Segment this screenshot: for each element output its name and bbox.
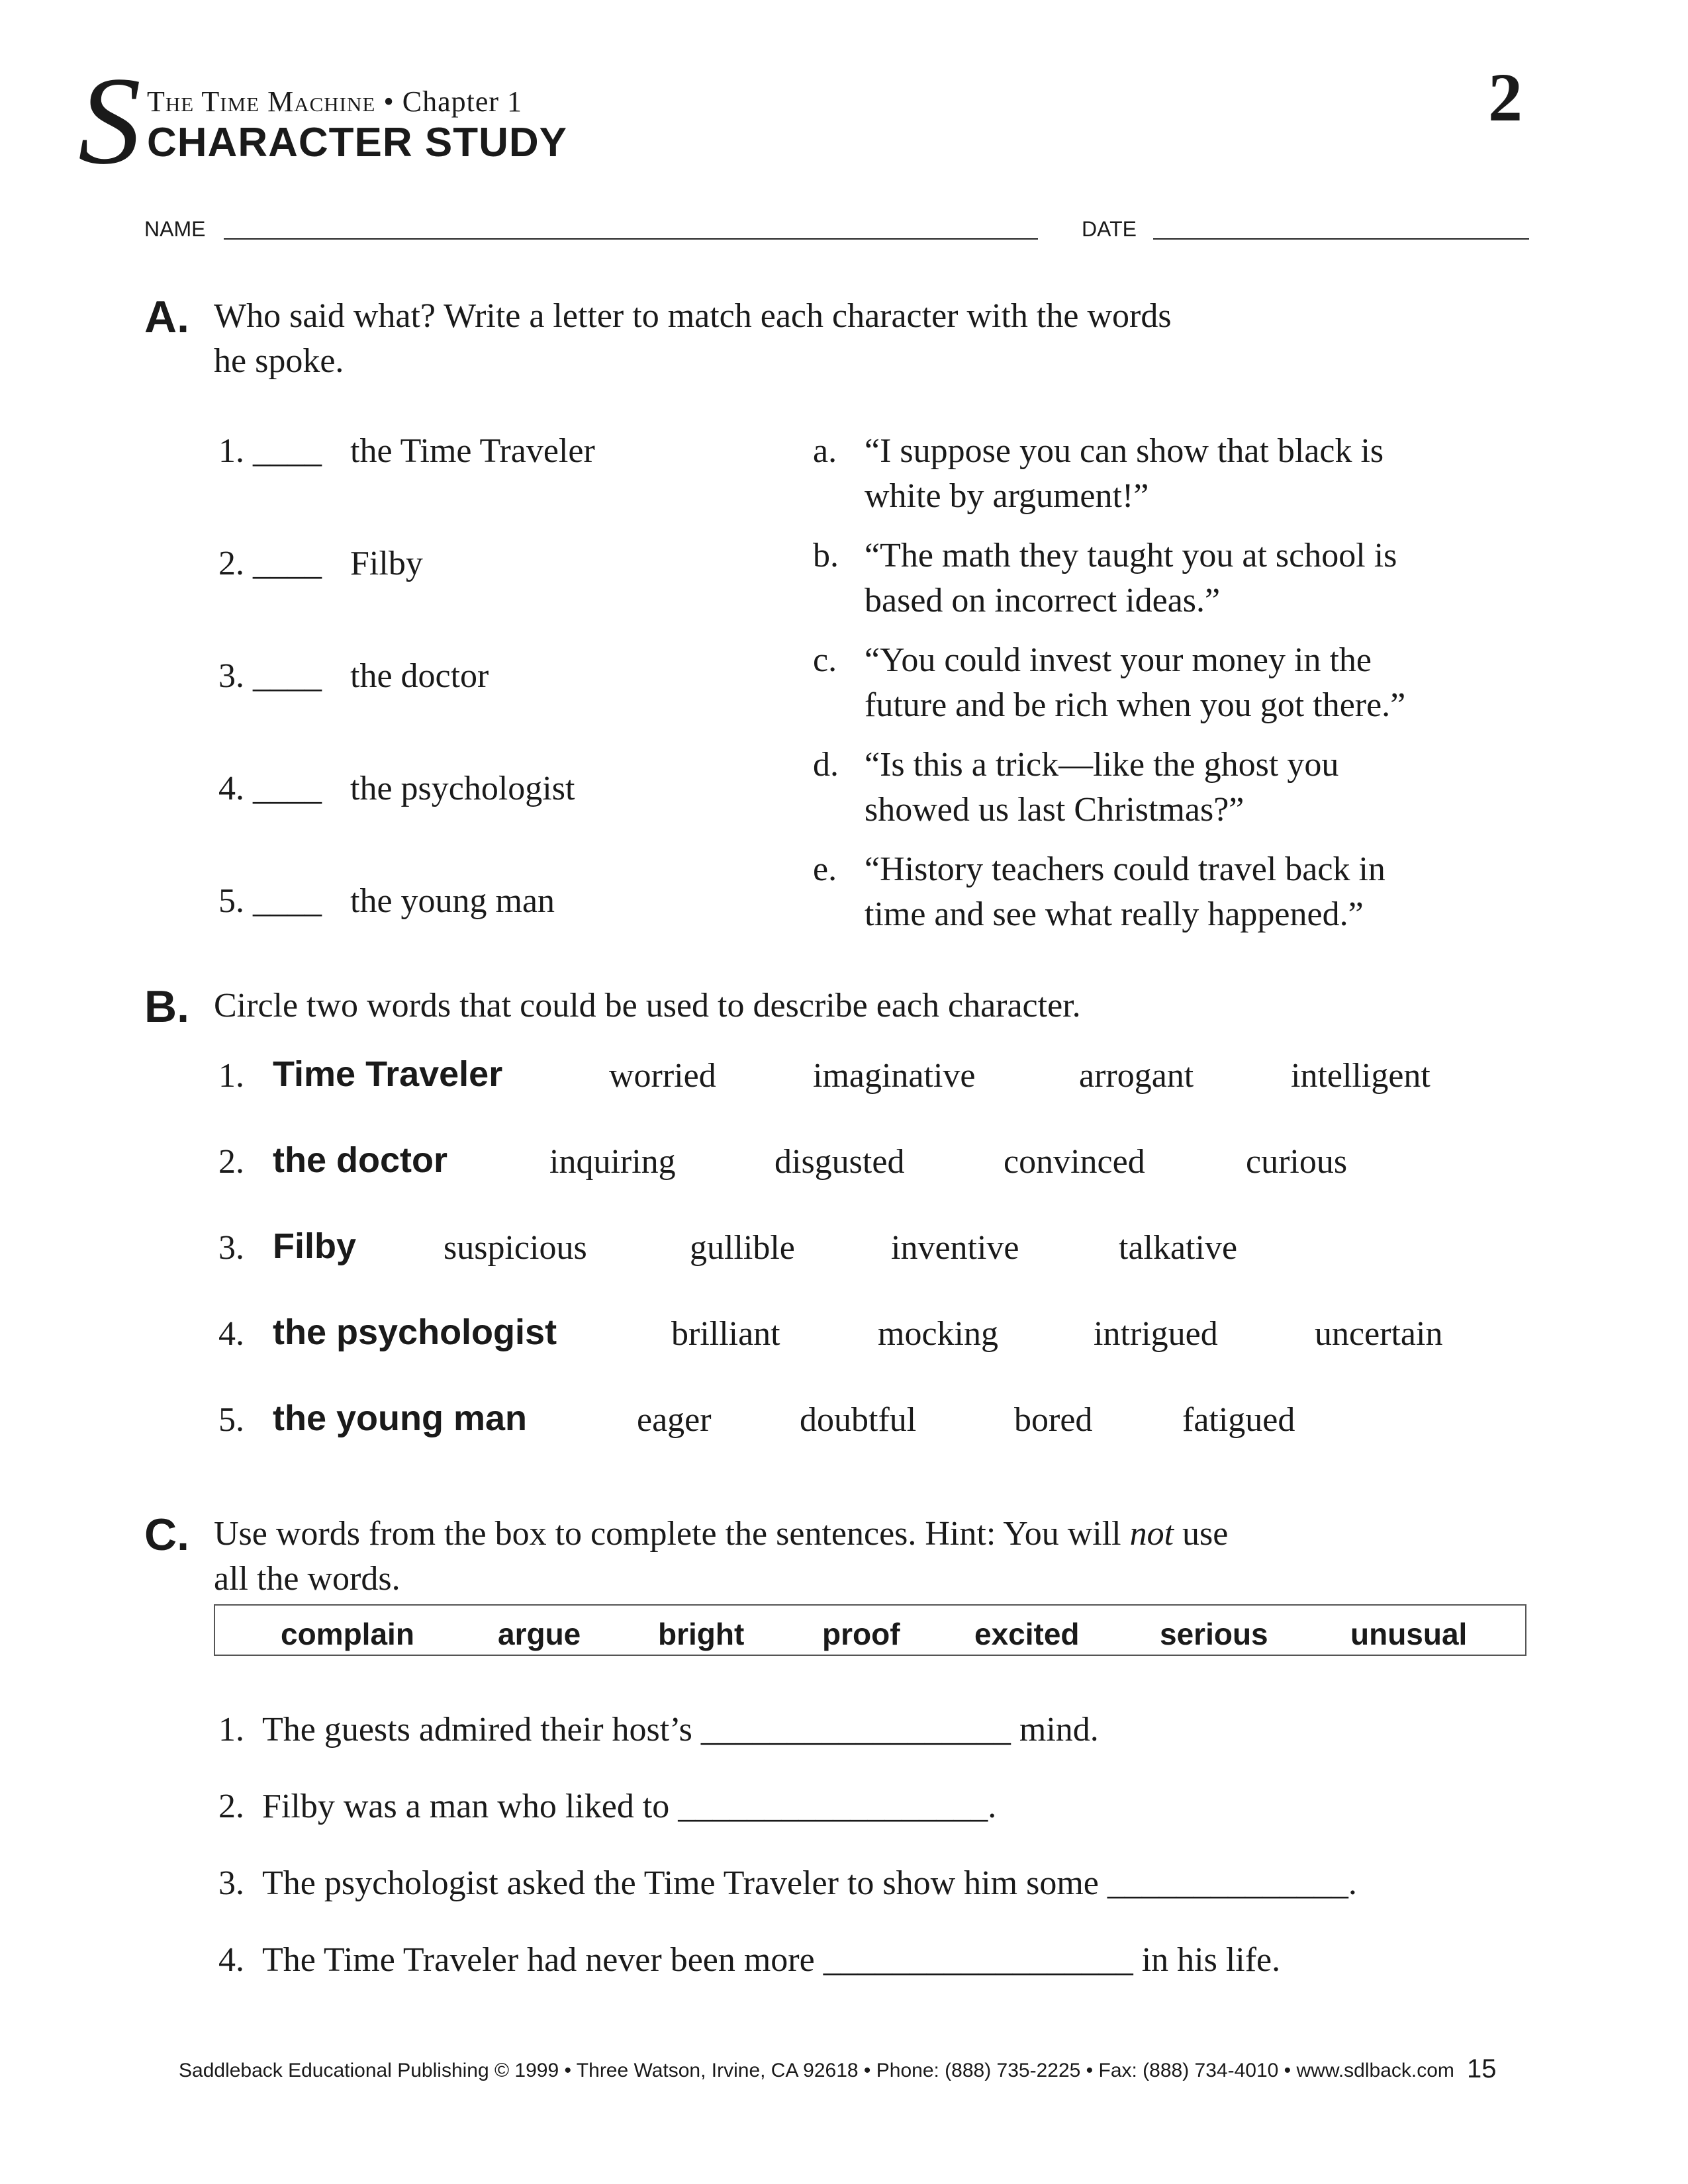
sentence-text: . xyxy=(988,1788,997,1825)
adjective-option[interactable]: inventive xyxy=(891,1229,1019,1267)
character-number: 2. xyxy=(218,545,244,582)
sentence-item xyxy=(218,1784,996,1829)
adjective-option[interactable]: disgusted xyxy=(774,1143,905,1181)
quote-line: “Is this a trick—like the ghost you xyxy=(865,746,1339,784)
word-box-word: bright xyxy=(658,1617,745,1651)
sentence-text: Filby was a man who liked to xyxy=(262,1788,670,1825)
sentence-text: The psychologist asked the Time Traveler to show him some xyxy=(262,1864,1099,1902)
description-row-number: 1. xyxy=(218,1057,244,1095)
quote-letter: e. xyxy=(813,850,837,888)
adjective-option[interactable]: doubtful xyxy=(800,1401,917,1439)
description-row-character: the psychologist xyxy=(273,1312,557,1352)
word-box-word: complain xyxy=(281,1617,414,1651)
svg-text:S: S xyxy=(78,64,141,176)
publisher-footer: Saddleback Educational Publishing © 1999 • Three Watson, Irvine, CA 92618 • Phone: (888) 735-2225 • Fax: (888) 734-4010 • www.sdlback.com xyxy=(179,2060,1454,2081)
section-b-letter: B. xyxy=(144,981,189,1032)
instruction-text: Use words from the box to complete the sentences. Hint: You will xyxy=(214,1515,1121,1553)
description-row-number: 4. xyxy=(218,1315,244,1353)
adjective-option[interactable]: gullible xyxy=(690,1229,795,1267)
description-row-character: the young man xyxy=(273,1398,528,1438)
instruction-text: use xyxy=(1182,1515,1229,1553)
quote-line: “You could invest your money in the xyxy=(865,641,1372,679)
answer-blank[interactable]: ____ xyxy=(253,545,322,582)
character-number: 3. xyxy=(218,657,244,695)
adjective-option[interactable]: suspicious xyxy=(444,1229,587,1267)
word-box-word: excited xyxy=(974,1617,1080,1651)
quote-line: time and see what really happened.” xyxy=(865,895,1364,933)
worksheet-title: CHARACTER STUDY xyxy=(147,120,567,165)
description-row-character: Time Traveler xyxy=(273,1054,503,1094)
chapter-label: Chapter 1 xyxy=(402,85,523,118)
quote-letter: a. xyxy=(813,432,837,470)
answer-blank[interactable]: ____ xyxy=(253,882,322,920)
description-row-character: the doctor xyxy=(273,1140,447,1180)
date-field[interactable] xyxy=(1153,238,1529,240)
adjective-option[interactable]: intrigued xyxy=(1094,1315,1218,1353)
word-box-word: proof xyxy=(822,1617,900,1651)
quote-letter: d. xyxy=(813,746,839,784)
adjective-option[interactable]: convinced xyxy=(1004,1143,1145,1181)
sentence-item xyxy=(218,1707,1099,1752)
answer-blank[interactable]: ____ xyxy=(253,432,322,470)
adjective-option[interactable]: bored xyxy=(1014,1401,1093,1439)
quote-line: “The math they taught you at school is xyxy=(865,537,1397,574)
description-row-number: 5. xyxy=(218,1401,244,1439)
adjective-option[interactable]: mocking xyxy=(878,1315,998,1353)
word-box-word: serious xyxy=(1160,1617,1268,1651)
adjective-option[interactable]: eager xyxy=(637,1401,712,1439)
sentence-blank[interactable]: __________________ xyxy=(700,1711,1011,1749)
adjective-option[interactable]: uncertain xyxy=(1315,1315,1443,1353)
character-name: Filby xyxy=(350,545,423,582)
section-a-instruction-1: Who said what? Write a letter to match each character with the words xyxy=(214,297,1172,335)
sentence-blank[interactable]: __________________ xyxy=(678,1788,988,1825)
adjective-option[interactable]: brilliant xyxy=(671,1315,780,1353)
character-name: the doctor xyxy=(350,657,489,695)
series-logo-s xyxy=(78,64,151,176)
sentence-blank[interactable]: ______________ xyxy=(1107,1864,1348,1902)
sentence-number: 2. xyxy=(218,1788,244,1825)
adjective-option[interactable]: intelligent xyxy=(1291,1057,1430,1095)
quote-letter: c. xyxy=(813,641,837,679)
character-name: the psychologist xyxy=(350,770,575,807)
sentence-text: The Time Traveler had never been more xyxy=(262,1941,815,1979)
sentence-number: 1. xyxy=(218,1711,244,1749)
character-number: 4. xyxy=(218,770,244,807)
quote-line: future and be rich when you got there.” xyxy=(865,686,1406,724)
description-row-number: 2. xyxy=(218,1143,244,1181)
date-label: DATE xyxy=(1082,217,1137,241)
section-c-instruction-1 xyxy=(214,1512,1228,1557)
book-title: The Time Machine xyxy=(147,85,376,118)
sentence-text: in his life. xyxy=(1141,1941,1281,1979)
character-number: 5. xyxy=(218,882,244,920)
adjective-option[interactable]: talkative xyxy=(1119,1229,1238,1267)
sentence-text: The guests admired their host’s xyxy=(262,1711,692,1749)
name-field[interactable] xyxy=(224,238,1038,240)
series-title xyxy=(147,85,522,118)
answer-blank[interactable]: ____ xyxy=(253,770,322,807)
sentence-text: . xyxy=(1348,1864,1357,1902)
character-name: the young man xyxy=(350,882,555,920)
adjective-option[interactable]: fatigued xyxy=(1182,1401,1295,1439)
instruction-emphasis: not xyxy=(1129,1515,1174,1553)
answer-blank[interactable]: ____ xyxy=(253,657,322,695)
section-c-letter: C. xyxy=(144,1510,189,1560)
word-box-word: unusual xyxy=(1350,1617,1468,1651)
sentence-item xyxy=(218,1861,1357,1906)
section-c-instruction-2: all the words. xyxy=(214,1560,400,1598)
description-row-character: Filby xyxy=(273,1226,357,1266)
page-number: 15 xyxy=(1467,2054,1497,2083)
quote-letter: b. xyxy=(813,537,839,574)
character-item xyxy=(218,879,555,924)
description-row-number: 3. xyxy=(218,1229,244,1267)
quote-line: “History teachers could travel back in xyxy=(865,850,1385,888)
quote-line: showed us last Christmas?” xyxy=(865,791,1244,829)
word-box-word: argue xyxy=(498,1617,581,1651)
name-label: NAME xyxy=(144,217,206,241)
character-item xyxy=(218,654,489,699)
character-number: 1. xyxy=(218,432,244,470)
section-a-instruction-2: he spoke. xyxy=(214,342,344,380)
adjective-option[interactable]: inquiring xyxy=(549,1143,676,1181)
adjective-option[interactable]: curious xyxy=(1246,1143,1348,1181)
character-name: the Time Traveler xyxy=(350,432,595,470)
quote-line: white by argument!” xyxy=(865,477,1149,515)
worksheet-number: 2 xyxy=(1488,60,1523,136)
character-item xyxy=(218,541,423,586)
title-bullet: • xyxy=(383,85,395,118)
sentence-number: 4. xyxy=(218,1941,244,1979)
quote-line: based on incorrect ideas.” xyxy=(865,582,1221,619)
adjective-option[interactable]: worried xyxy=(609,1057,716,1095)
character-item xyxy=(218,429,595,474)
sentence-text: mind. xyxy=(1019,1711,1099,1749)
section-b-instruction: Circle two words that could be used to describe each character. xyxy=(214,987,1081,1024)
sentence-item xyxy=(218,1938,1280,1983)
quote-line: “I suppose you can show that black is xyxy=(865,432,1384,470)
adjective-option[interactable]: imaginative xyxy=(813,1057,976,1095)
character-item xyxy=(218,766,575,811)
sentence-blank[interactable]: __________________ xyxy=(823,1941,1133,1979)
sentence-number: 3. xyxy=(218,1864,244,1902)
adjective-option[interactable]: arrogant xyxy=(1079,1057,1194,1095)
section-a-letter: A. xyxy=(144,292,189,342)
